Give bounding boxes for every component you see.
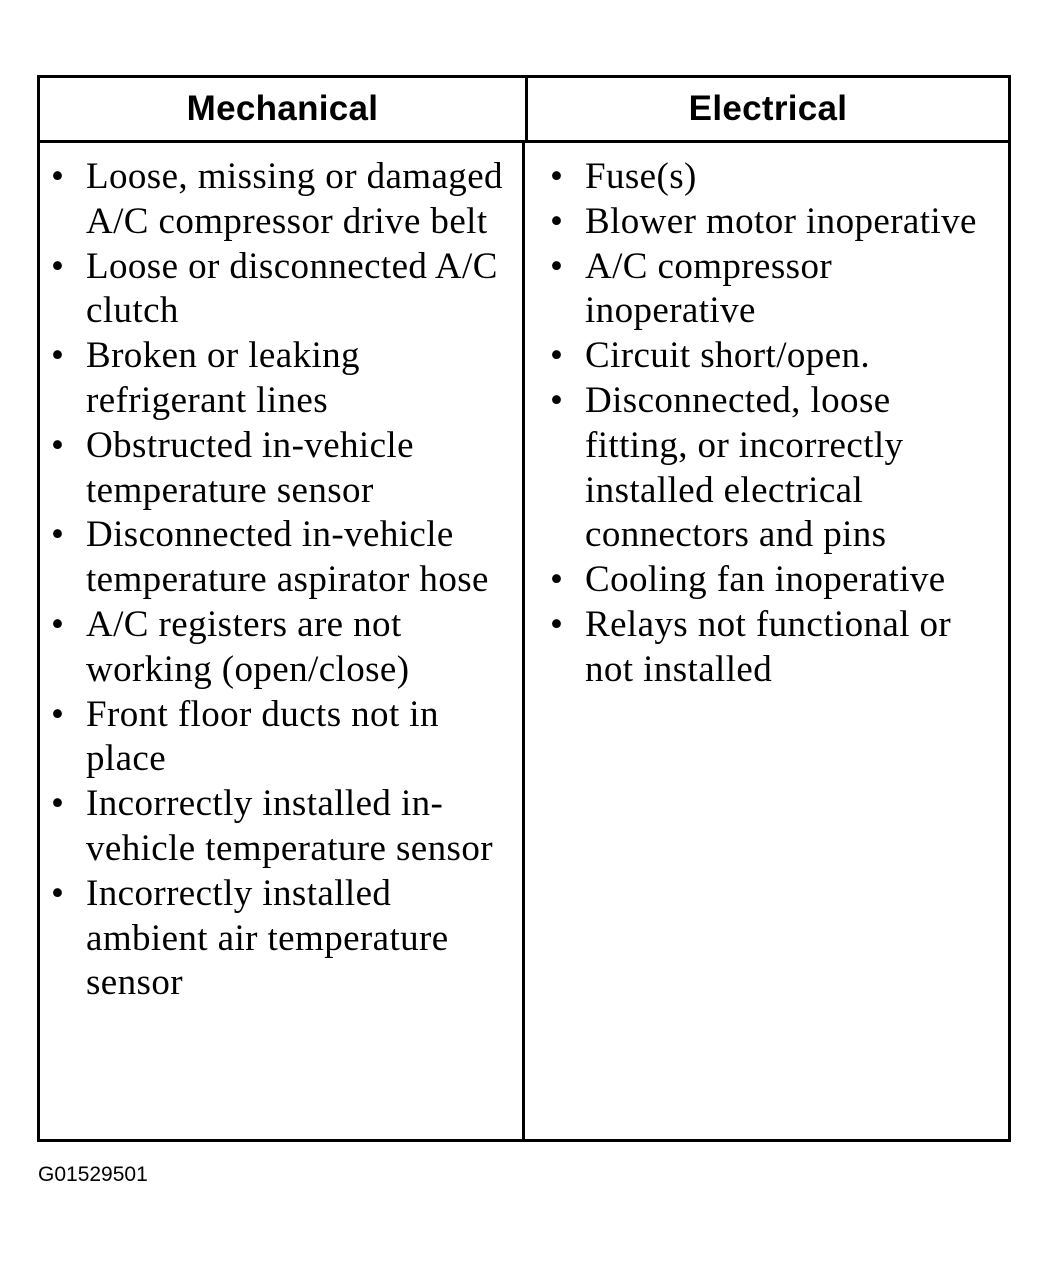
bullet-icon: •	[51, 514, 65, 556]
electrical-column	[525, 143, 1008, 1139]
list-item	[525, 155, 1008, 200]
list-item	[40, 155, 522, 245]
list-item	[525, 603, 1008, 693]
bullet-icon: •	[51, 872, 65, 914]
bullet-icon: •	[51, 603, 65, 645]
bullet-icon: •	[51, 335, 65, 377]
bullet-icon: •	[51, 424, 65, 466]
bullet-icon: •	[550, 335, 564, 377]
mechanical-column	[40, 143, 525, 1139]
bullet-icon: •	[550, 200, 564, 242]
list-item-text: Cooling fan inoperative	[585, 559, 946, 601]
bullet-icon: •	[51, 783, 65, 825]
bullet-icon: •	[51, 245, 65, 287]
bullet-icon: •	[550, 245, 564, 287]
list-item	[525, 334, 1008, 379]
list-item	[40, 782, 522, 872]
list-item-text: Circuit short/open.	[585, 335, 871, 377]
list-item-text: Relays not functional or not installed	[585, 603, 952, 690]
bullet-icon: •	[51, 156, 65, 197]
list-item	[40, 693, 522, 783]
list-item-text: Blower motor inoperative	[585, 200, 977, 242]
list-item	[40, 424, 522, 514]
list-item	[525, 200, 1008, 245]
list-item-text: A/C registers are not working (open/close)	[86, 603, 410, 690]
list-item-text: Obstructed in-vehicle temperature sensor	[86, 424, 414, 511]
list-item	[40, 245, 522, 335]
diagnosis-table	[37, 75, 1011, 1142]
list-item-text: Broken or leaking refrigerant lines	[86, 335, 360, 421]
figure-id: G01529501	[38, 1163, 148, 1186]
bullet-icon: •	[51, 693, 65, 735]
list-item	[525, 245, 1008, 335]
header-mechanical: Mechanical	[40, 78, 528, 140]
list-item-text: Fuse(s)	[585, 156, 697, 197]
list-item-text: Disconnected in-vehicle temperature aspirator hose	[86, 514, 489, 601]
table-body-row	[40, 143, 1008, 1139]
list-item-text: A/C compressor inoperative	[585, 245, 833, 332]
bullet-icon: •	[550, 559, 564, 601]
list-item-text: Disconnected, loose fitting, or incorrectly installed electrical connectors and pins	[585, 379, 904, 556]
list-item	[40, 513, 522, 603]
list-item	[525, 379, 1008, 558]
list-item	[40, 872, 522, 1006]
list-item	[40, 334, 522, 424]
list-item-text: Loose or disconnected A/C clutch	[86, 245, 498, 332]
list-item-text: Incorrectly installed in-vehicle temperature sensor	[86, 783, 493, 869]
bullet-icon: •	[550, 379, 564, 421]
list-item	[40, 603, 522, 693]
mechanical-list	[40, 155, 522, 1006]
list-item-text: Incorrectly installed ambient air temperature sensor	[86, 872, 449, 1004]
list-item-text: Loose, missing or damaged A/C compressor drive belt	[86, 156, 503, 242]
bullet-icon: •	[550, 156, 564, 197]
electrical-list	[525, 155, 1008, 693]
list-item-text: Front floor ducts not in place	[86, 693, 439, 780]
bullet-icon: •	[550, 603, 564, 645]
table-header-row	[40, 78, 1008, 143]
list-item	[525, 558, 1008, 603]
header-electrical: Electrical	[688, 89, 848, 128]
